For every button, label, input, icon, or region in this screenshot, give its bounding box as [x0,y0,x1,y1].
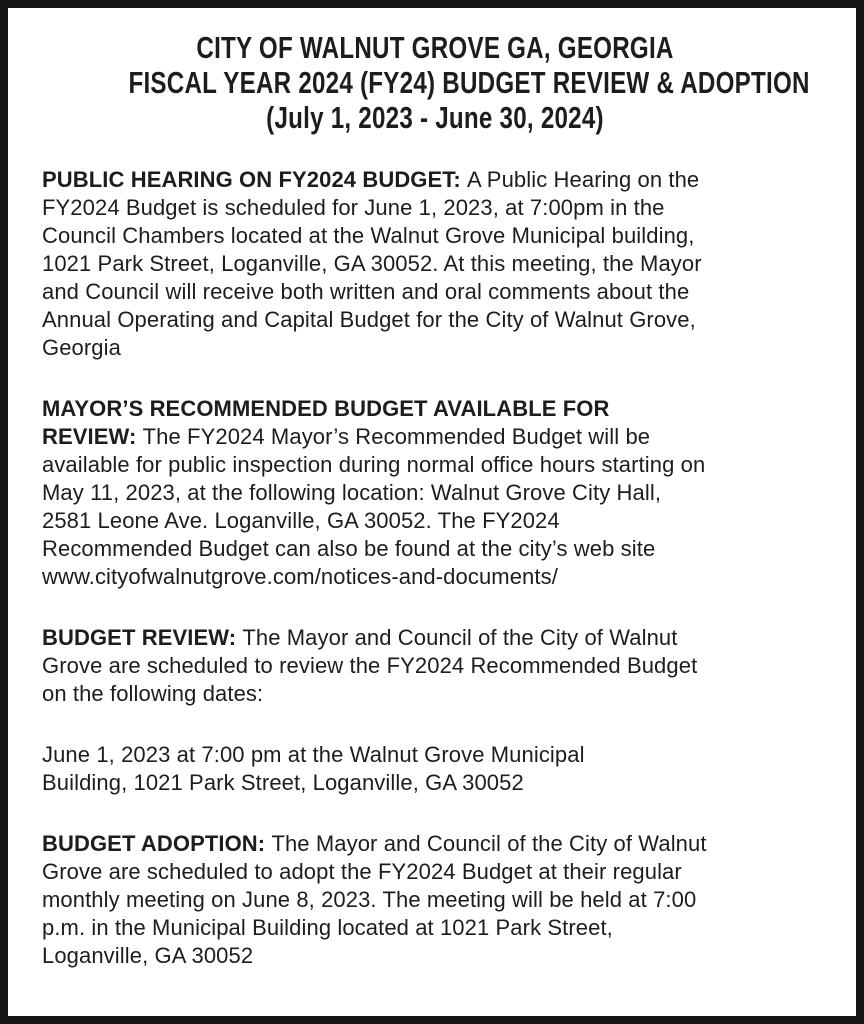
section-budget-review-text: The Mayor and Council of the City of Walnut Grove are scheduled to review the FY2024 Recommended Budget on the following dates: [42,625,698,706]
section-mayors-recommended-budget-text: The FY2024 Mayor’s Recommended Budget will be available for public inspection during normal office hours starting on May 11, 2023, at the following location: Walnut Grove City Hall, 2581 Leone Ave. Loganville, GA 30052. The FY2024 Recommended Budget can also be found at the city’s web site www.cityofwalnutgrove.com/notices-and-documents/ [42,424,706,589]
section-budget-adoption [42,830,828,970]
section-budget-adoption-heading: BUDGET ADOPTION: [42,831,272,856]
section-budget-review [42,624,828,708]
section-review-date-text: June 1, 2023 at 7:00 pm at the Walnut Grove Municipal Building, 1021 Park Street, Loganville, GA 30052 [42,742,585,795]
notice-title-block [42,30,828,135]
notice-title-line-period: (July 1, 2023 - June 30, 2024) [266,100,604,135]
section-budget-review-heading: BUDGET REVIEW: [42,625,243,650]
section-mayors-recommended-budget [42,395,828,591]
section-public-hearing [42,166,828,362]
section-review-date [42,741,828,797]
notice-title-line-city: CITY OF WALNUT GROVE GA, GEORGIA [196,30,674,65]
notice-body [42,166,828,970]
section-mayors-recommended-budget-heading: MAYOR’S RECOMMENDED BUDGET AVAILABLE FOR REVIEW: [42,396,610,449]
section-budget-adoption-text: The Mayor and Council of the City of Walnut Grove are scheduled to adopt the FY2024 Budget at their regular monthly meeting on June 8, 2023. The meeting will be held at 7:00 p.m. in the Municipal Building located at 1021 Park Street, Loganville, GA 30052 [42,831,707,968]
notice-title-line-subject: FISCAL YEAR 2024 (FY24) BUDGET REVIEW & ADOPTION [128,65,810,100]
section-public-hearing-text: A Public Hearing on the FY2024 Budget is scheduled for June 1, 2023, at 7:00pm in the Council Chambers located at the Walnut Grove Municipal building, 1021 Park Street, Loganville, GA 30052. At this meeting, the Mayor and Council will receive both written and oral comments about the Annual Operating and Capital Budget for the City of Walnut Grove, Georgia [42,167,702,360]
section-public-hearing-heading: PUBLIC HEARING ON FY2024 BUDGET: [42,167,468,192]
